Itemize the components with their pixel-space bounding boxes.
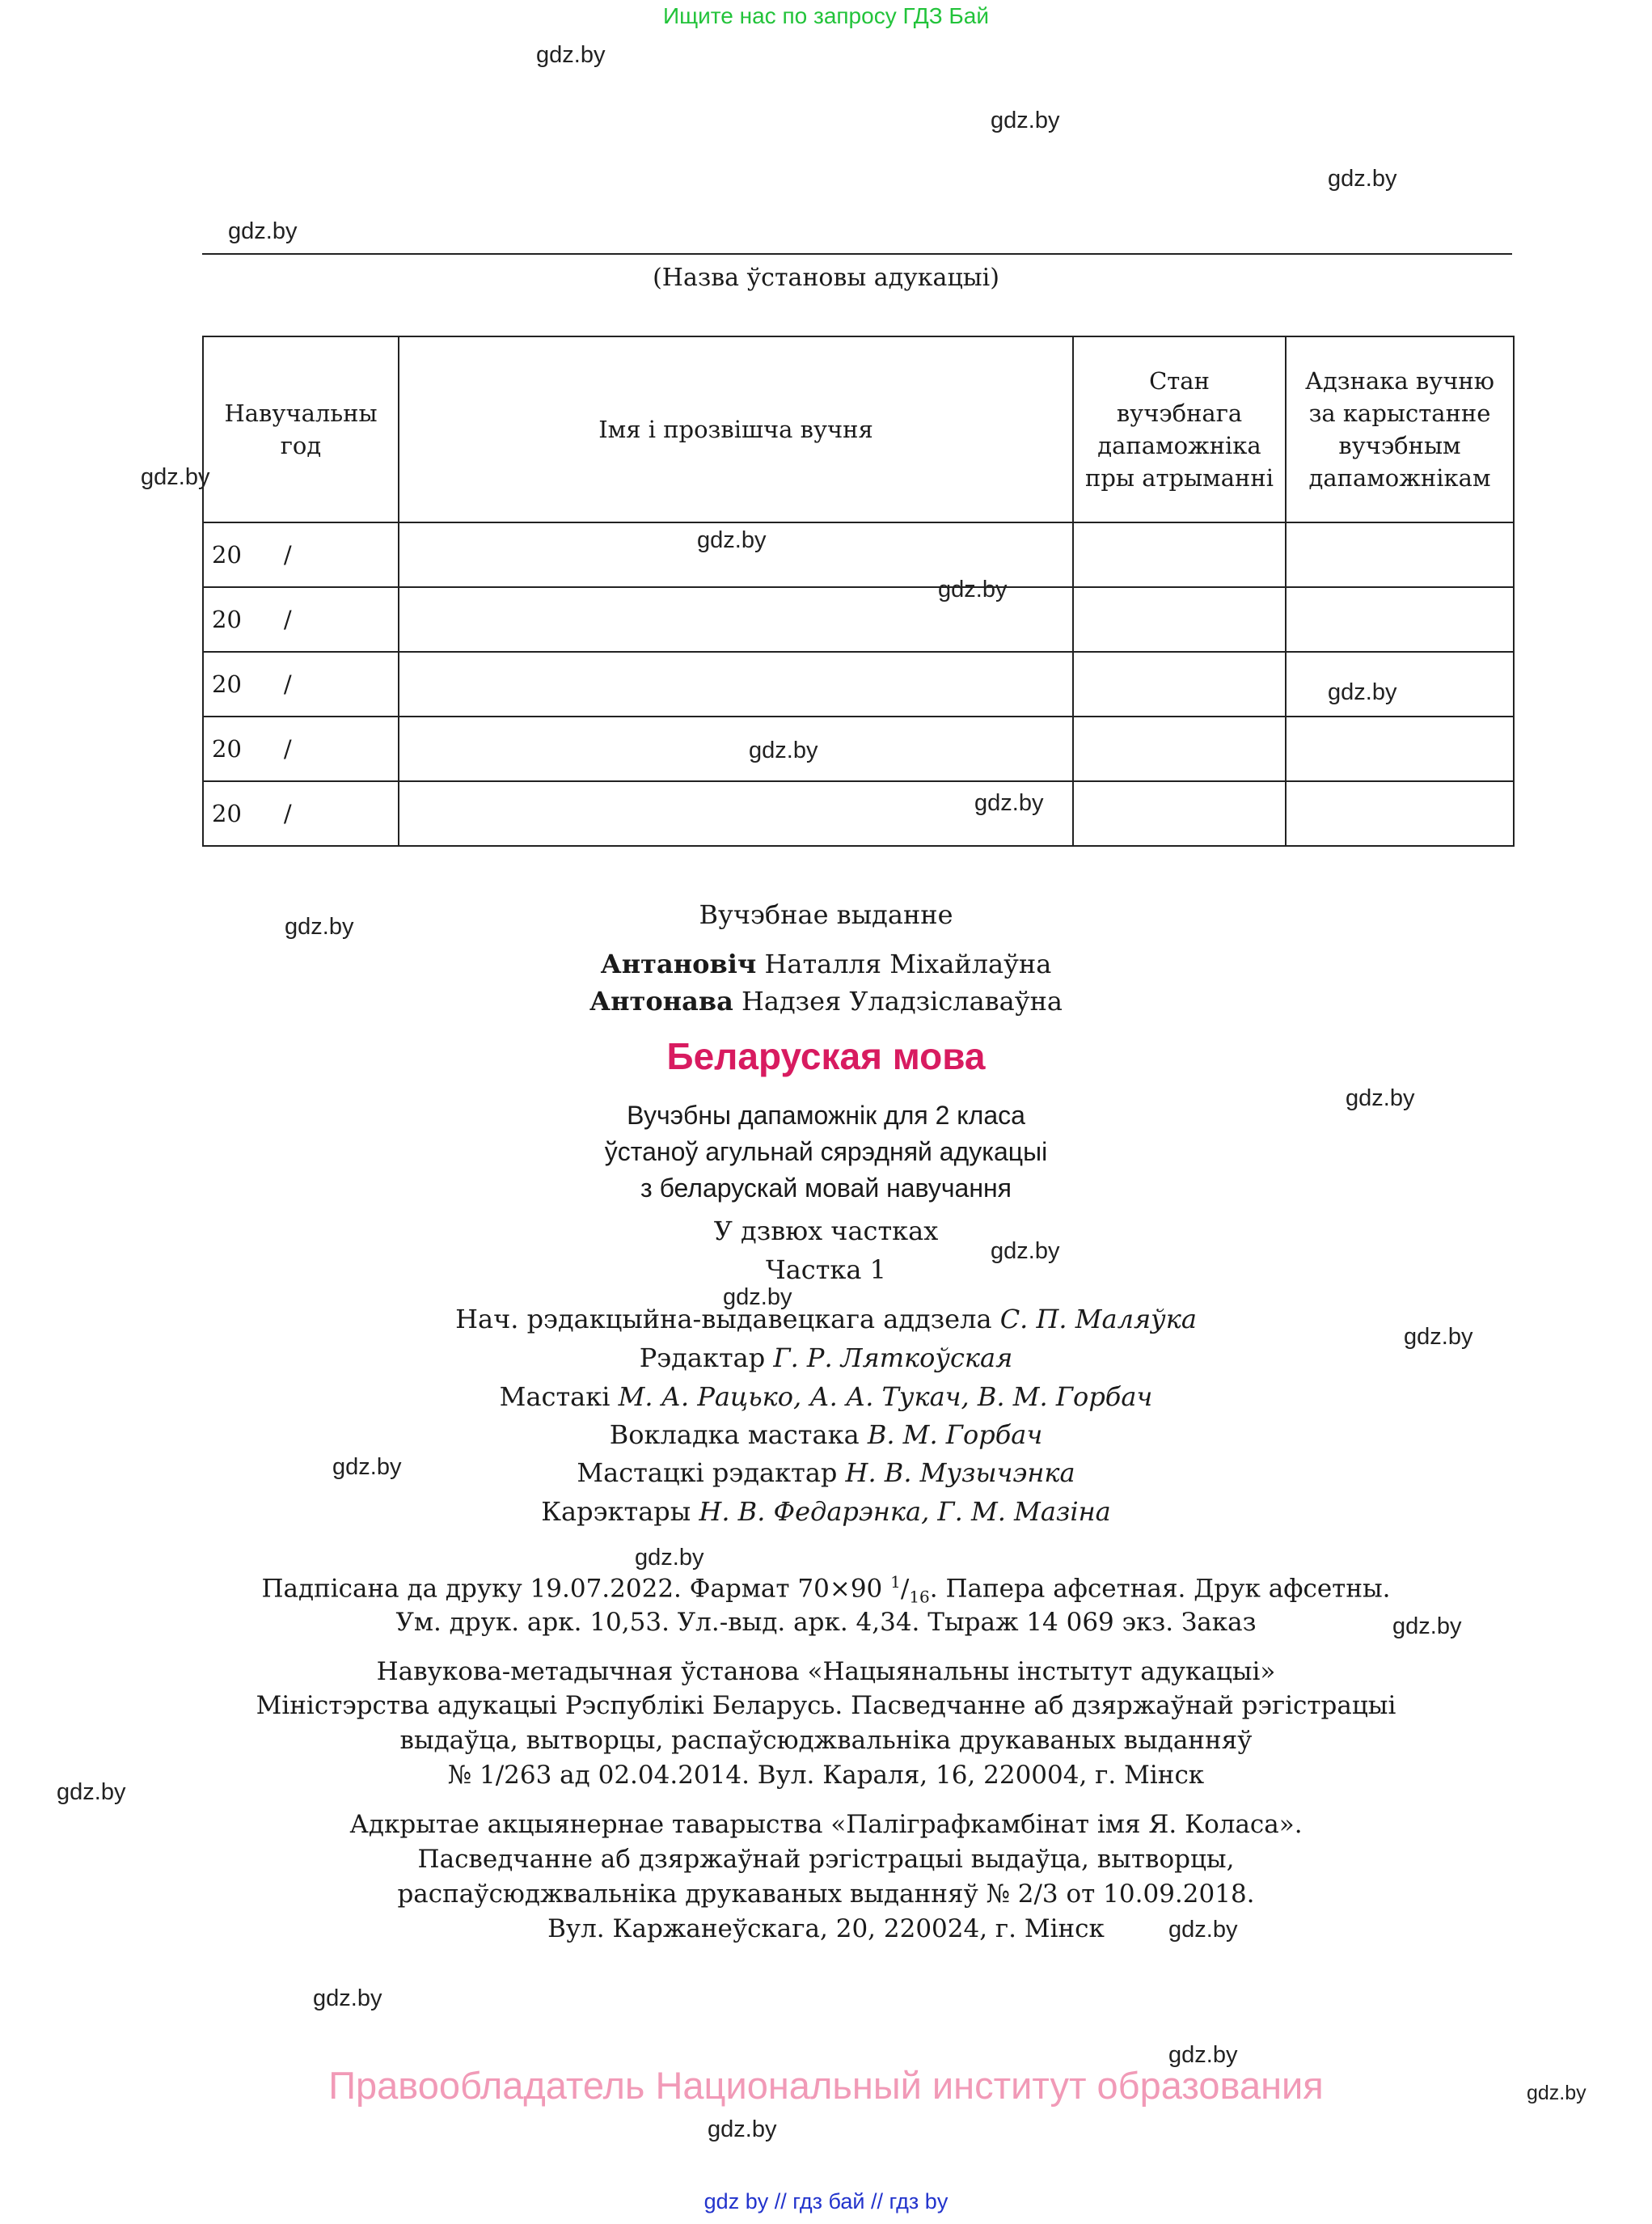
credit-person: Н. В. Федарэнка, Г. М. Мазіна	[699, 1496, 1111, 1527]
watermark: gdz.by	[749, 738, 818, 763]
credit-line	[0, 1457, 1652, 1488]
year-cell	[203, 522, 399, 587]
watermark: gdz.by	[313, 1985, 382, 2011]
part-number: Частка 1	[765, 1254, 887, 1285]
year-prefix: 20	[212, 541, 242, 569]
watermark: gdz.by	[974, 790, 1044, 816]
credit-role: Карэктары	[541, 1496, 691, 1527]
watermark: gdz.by	[332, 1454, 402, 1480]
grade-cell	[1286, 652, 1514, 717]
watermark: gdz.by	[1328, 679, 1397, 705]
author-line-1	[0, 949, 1652, 979]
year-prefix: 20	[212, 800, 242, 827]
print-info-text: . Папера афсетная. Друк афсетны.	[929, 1574, 1391, 1604]
condition-cell	[1073, 781, 1286, 846]
link-gdz-bai[interactable]: гдз бай	[792, 2189, 865, 2213]
author-name: Наталля Міхайлаўна	[764, 949, 1052, 979]
author-name: Надзея Уладзіславаўна	[741, 986, 1063, 1017]
condition-cell	[1073, 652, 1286, 717]
watermark: gdz.by	[1404, 1324, 1473, 1350]
watermark: gdz.by	[938, 577, 1008, 603]
watermark: gdz.by	[1527, 2082, 1587, 2104]
parts-count: У дзвюх частках	[713, 1216, 939, 1246]
author-surname: Антановіч	[600, 949, 757, 979]
table-row	[203, 522, 1514, 587]
credit-line	[0, 1381, 1652, 1412]
credit-role: Вокладка мастака	[609, 1419, 860, 1450]
table-row	[203, 587, 1514, 652]
credit-role: Мастацкі рэдактар	[577, 1457, 838, 1488]
link-separator: //	[871, 2189, 884, 2213]
credit-line	[0, 1419, 1652, 1450]
subtitle-line: ўстаноў агульнай сярэдняй адукацыі	[604, 1137, 1048, 1166]
fraction-numerator: 1	[890, 1572, 901, 1592]
grade-cell	[1286, 717, 1514, 781]
credit-person: Н. В. Музычэнка	[845, 1457, 1075, 1488]
student-name-cell	[399, 717, 1073, 781]
year-cell	[203, 781, 399, 846]
author-surname: Антонава	[589, 986, 733, 1017]
institution-caption: (Назва ўстановы адукацыі)	[653, 264, 999, 292]
year-slash: /	[283, 606, 292, 633]
usage-log-table	[202, 336, 1515, 847]
condition-cell	[1073, 587, 1286, 652]
watermark: gdz.by	[723, 1284, 792, 1310]
year-cell	[203, 587, 399, 652]
publisher-line: Навукова-метадычная ўстанова «Нацыянальны інстытут адукацыі»	[376, 1657, 1276, 1686]
credit-role: Рэдактар	[639, 1342, 766, 1373]
table-row	[203, 652, 1514, 717]
credit-line	[0, 1342, 1652, 1373]
table-row	[203, 717, 1514, 781]
header-grade-for-usage: Адзнака вучню за карыстанне вучэбным дапаможнікам	[1286, 336, 1514, 522]
edition-type: Вучэбнае выданне	[699, 899, 953, 930]
year-prefix: 20	[212, 735, 242, 763]
table-row	[203, 781, 1514, 846]
watermark: gdz.by	[536, 42, 606, 68]
year-slash: /	[283, 670, 292, 698]
watermark: gdz.by	[991, 1238, 1060, 1264]
year-cell	[203, 652, 399, 717]
student-name-cell	[399, 652, 1073, 717]
top-search-banner[interactable]: Ищите нас по запросу ГДЗ Бай	[662, 3, 990, 28]
watermark: gdz.by	[57, 1779, 126, 1805]
grade-cell	[1286, 587, 1514, 652]
credit-person: С. П. Маляўка	[999, 1304, 1197, 1334]
institution-name-line	[202, 253, 1512, 255]
print-info-text: Падпісана да друку 19.07.2022. Фармат 70×90	[261, 1574, 891, 1604]
header-condition-received: Стан вучэбнага дапаможніка пры атрыманні	[1073, 336, 1286, 522]
printer-line: Адкрытае акцыянернае таварыства «Паліграфкамбінат імя Я. Коласа».	[349, 1810, 1303, 1839]
printer-line: распаўсюджвальніка друкаваных выданняў № 2/3 от 10.09.2018.	[397, 1879, 1255, 1909]
year-slash: /	[283, 800, 292, 827]
link-gdz-by[interactable]: gdz by	[703, 2189, 769, 2213]
print-info-line-1	[0, 1572, 1652, 1607]
watermark: gdz.by	[1168, 1917, 1238, 1943]
link-separator: //	[774, 2189, 787, 2213]
printer-line: Пасведчанне аб дзяржаўнай рэгістрацыі выдаўца, вытворцы,	[417, 1845, 1235, 1874]
watermark: gdz.by	[697, 527, 767, 553]
credit-person: В. М. Горбач	[867, 1419, 1043, 1450]
watermark: gdz.by	[1168, 2042, 1238, 2068]
bottom-links	[0, 2189, 1652, 2214]
watermark: gdz.by	[228, 218, 298, 244]
watermark: gdz.by	[991, 108, 1060, 133]
subtitle-line: з беларускай мовай навучання	[640, 1173, 1012, 1203]
subtitle-line: Вучэбны дапаможнік для 2 класа	[627, 1101, 1025, 1130]
link-gdz-by-ru[interactable]: гдз by	[889, 2189, 949, 2213]
watermark: gdz.by	[635, 1545, 704, 1571]
watermark: gdz.by	[285, 914, 354, 940]
watermark: gdz.by	[1346, 1085, 1415, 1111]
condition-cell	[1073, 717, 1286, 781]
condition-cell	[1073, 522, 1286, 587]
grade-cell	[1286, 522, 1514, 587]
fraction-separator: /	[900, 1574, 910, 1604]
year-prefix: 20	[212, 606, 242, 633]
print-info-line-2: Ум. друк. арк. 10,53. Ул.-выд. арк. 4,34. Тыраж 14 069 экз. Заказ	[395, 1608, 1257, 1637]
watermark: gdz.by	[141, 464, 210, 490]
publisher-line: Міністэрства адукацыі Рэспублікі Беларусь. Пасведчанне аб дзяржаўнай рэгістрацыі	[256, 1691, 1396, 1720]
header-student-name: Імя і прозвішча вучня	[399, 336, 1073, 522]
publisher-line: № 1/263 ад 02.04.2014. Вул. Караля, 16, 220004, г. Мінск	[447, 1761, 1205, 1790]
watermark: gdz.by	[1328, 166, 1397, 192]
credit-line	[0, 1304, 1652, 1334]
book-title: Беларуская мова	[666, 1035, 986, 1077]
student-name-cell	[399, 587, 1073, 652]
year-slash: /	[283, 541, 292, 569]
grade-cell	[1286, 781, 1514, 846]
printer-line: Вул. Каржанеўскага, 20, 220024, г. Мінск	[547, 1914, 1105, 1943]
author-line-2	[0, 986, 1652, 1017]
publisher-line: выдаўца, вытворцы, распаўсюджвальніка друкаваных выданняў	[399, 1726, 1253, 1755]
student-name-cell	[399, 781, 1073, 846]
watermark: gdz.by	[708, 2116, 777, 2142]
fraction-denominator: 16	[909, 1587, 930, 1607]
header-school-year: Навучальны год	[203, 336, 399, 522]
watermark: gdz.by	[1392, 1613, 1462, 1639]
credit-person: М. А. Рацько, А. А. Тукач, В. М. Горбач	[618, 1381, 1153, 1412]
year-slash: /	[283, 735, 292, 763]
credit-role: Нач. рэдакцыйна-выдавецкага аддзела	[455, 1304, 992, 1334]
credit-line	[0, 1496, 1652, 1527]
table-header-row	[203, 336, 1514, 522]
student-name-cell	[399, 522, 1073, 587]
year-cell	[203, 717, 399, 781]
rights-holder: Правообладатель Национальный институт образования	[328, 2064, 1324, 2107]
credit-role: Мастакі	[499, 1381, 611, 1412]
credit-person: Г. Р. Ляткоўская	[773, 1342, 1013, 1373]
year-prefix: 20	[212, 670, 242, 698]
